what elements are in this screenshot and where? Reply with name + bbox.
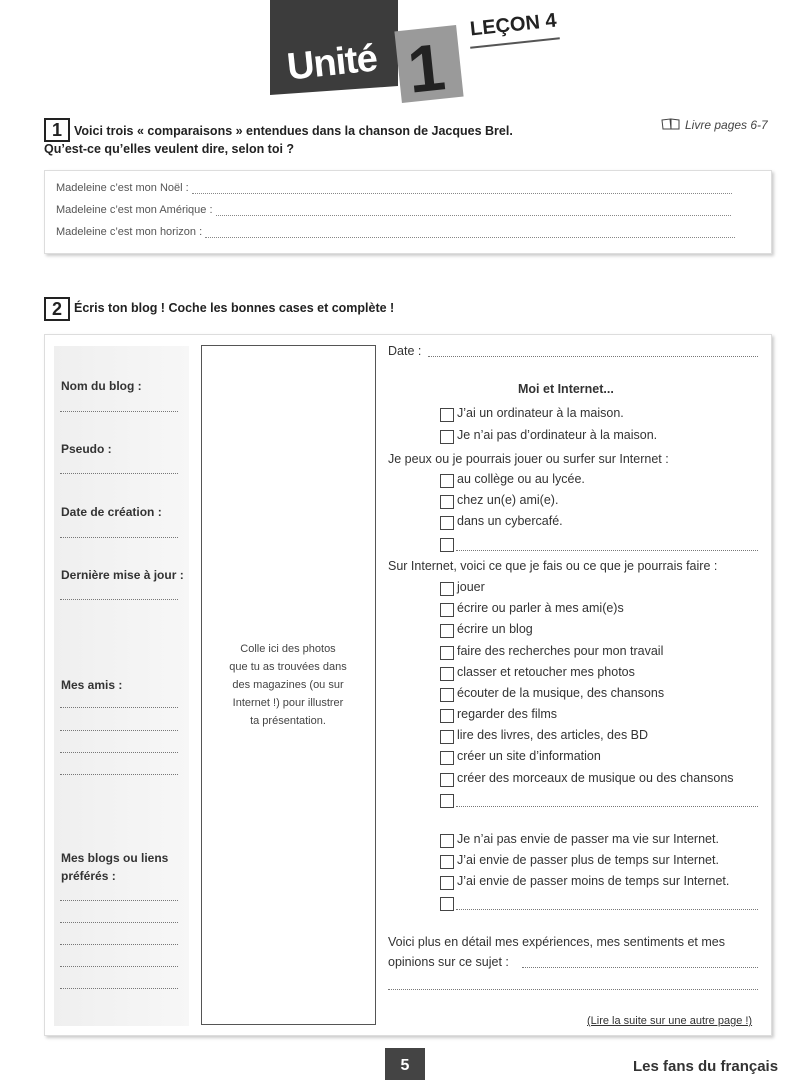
pseudo-label: Pseudo : <box>61 442 112 456</box>
unite-title: Unité <box>284 37 379 89</box>
checkbox-activite-1[interactable] <box>440 582 454 596</box>
lecon-title: LEÇON 4 <box>469 9 558 41</box>
detail-line2: opinions sur ce sujet : <box>388 955 509 969</box>
page-number: 5 <box>385 1048 425 1080</box>
checkbox-envie-3[interactable] <box>440 876 454 890</box>
moi-internet-heading: Moi et Internet... <box>518 382 614 396</box>
activite-label: faire des recherches pour mon travail <box>457 644 664 658</box>
blogs-field-3[interactable] <box>60 944 178 945</box>
ordi-oui-label: J’ai un ordinateur à la maison. <box>457 406 624 420</box>
photo-text-line: des magazines (ou sur <box>232 679 344 691</box>
checkbox-college[interactable] <box>440 474 454 488</box>
checkbox-activite-10[interactable] <box>440 773 454 787</box>
activite-label: jouer <box>457 580 485 594</box>
nom-blog-field[interactable] <box>60 411 178 412</box>
cybercafe-label: dans un cybercafé. <box>457 514 563 528</box>
photo-instructions <box>210 640 366 730</box>
activite-label: écouter de la musique, des chansons <box>457 686 665 700</box>
exercise-1-line-2-label: Madeleine c’est mon Amérique : <box>56 204 213 216</box>
activite-label: créer un site d’information <box>457 749 601 763</box>
mes-amis-field-1[interactable] <box>60 707 178 708</box>
checkbox-activite-5[interactable] <box>440 667 454 681</box>
activite-label: lire des livres, des articles, des BD <box>457 728 649 742</box>
photo-text-line: ta présentation. <box>250 715 326 727</box>
checkbox-activite-7[interactable] <box>440 709 454 723</box>
date-label: Date : <box>388 344 422 358</box>
nom-blog-label: Nom du blog : <box>61 379 142 393</box>
detail-field-1[interactable] <box>522 967 758 968</box>
checkbox-activite-4[interactable] <box>440 646 454 660</box>
date-creation-field[interactable] <box>60 537 178 538</box>
lieu-autre-field[interactable] <box>456 550 758 551</box>
unite-number: 1 <box>404 29 449 107</box>
checkbox-ami[interactable] <box>440 495 454 509</box>
checkbox-ordi-non[interactable] <box>440 430 454 444</box>
activite-autre-field[interactable] <box>456 806 758 807</box>
checkbox-ordi-oui[interactable] <box>440 408 454 422</box>
pseudo-field[interactable] <box>60 473 178 474</box>
envie-label: Je n’ai pas envie de passer ma vie sur Internet. <box>457 832 719 846</box>
suite-note: (Lire la suite sur une autre page !) <box>587 1015 753 1027</box>
activites-intro: Sur Internet, voici ce que je fais ou ce que je pourrais faire : <box>388 559 718 573</box>
exercise-1-line-3[interactable] <box>56 226 750 238</box>
exercise-2-number: 2 <box>44 297 70 321</box>
blogs-field-4[interactable] <box>60 966 178 967</box>
activite-label: écrire ou parler à mes ami(e)s <box>457 601 624 615</box>
blogs-label-line2: préférés : <box>61 869 116 883</box>
checkbox-envie-autre[interactable] <box>440 897 454 911</box>
exercise-1-line-1-label: Madeleine c’est mon Noël : <box>56 182 189 194</box>
exercise-1-title-line1: Voici trois « comparaisons » entendues dans la chanson de Jacques Brel. <box>74 124 513 138</box>
checkbox-cybercafe[interactable] <box>440 516 454 530</box>
exercise-1-number: 1 <box>44 118 70 142</box>
activite-label: classer et retoucher mes photos <box>457 665 635 679</box>
mes-amis-field-2[interactable] <box>60 730 178 731</box>
blogs-field-2[interactable] <box>60 922 178 923</box>
photo-text-line: Colle ici des photos <box>240 643 336 655</box>
checkbox-envie-1[interactable] <box>440 834 454 848</box>
activite-label: écrire un blog <box>457 622 533 636</box>
photo-text-line: Internet !) pour illustrer <box>232 697 344 709</box>
activite-label: créer des morceaux de musique ou des chansons <box>457 771 734 785</box>
exercise-1-line-3-label: Madeleine c’est mon horizon : <box>56 226 203 238</box>
checkbox-envie-2[interactable] <box>440 855 454 869</box>
checkbox-activite-9[interactable] <box>440 751 454 765</box>
exercise-1-line-2[interactable] <box>56 204 750 216</box>
blogs-field-1[interactable] <box>60 900 178 901</box>
book-reference: Livre pages 6-7 <box>685 118 768 132</box>
checkbox-activite-autre[interactable] <box>440 794 454 808</box>
checkbox-lieu-autre[interactable] <box>440 538 454 552</box>
envie-autre-field[interactable] <box>456 909 758 910</box>
footer-title: Les fans du français <box>633 1058 779 1075</box>
checkbox-activite-2[interactable] <box>440 603 454 617</box>
exercise-2-title: Écris ton blog ! Coche les bonnes cases et complète ! <box>74 301 395 315</box>
detail-line1: Voici plus en détail mes expériences, mes sentiments et mes <box>388 935 725 949</box>
jouer-intro: Je peux ou je pourrais jouer ou surfer sur Internet : <box>388 452 669 466</box>
photo-text-line: que tu as trouvées dans <box>229 661 347 673</box>
mes-amis-label: Mes amis : <box>61 678 123 692</box>
envie-label: J’ai envie de passer moins de temps sur Internet. <box>457 874 730 888</box>
blogs-label-line1: Mes blogs ou liens <box>61 851 169 865</box>
envie-label: J’ai envie de passer plus de temps sur Internet. <box>457 853 719 867</box>
derniere-maj-label: Dernière mise à jour : <box>61 568 184 582</box>
date-field[interactable] <box>428 356 758 357</box>
mes-amis-field-4[interactable] <box>60 774 178 775</box>
college-label: au collège ou au lycée. <box>457 472 585 486</box>
derniere-maj-field[interactable] <box>60 599 178 600</box>
ami-label: chez un(e) ami(e). <box>457 493 559 507</box>
exercise-1-line-1[interactable] <box>56 182 750 194</box>
detail-field-2[interactable] <box>388 989 758 990</box>
date-creation-label: Date de création : <box>61 505 162 519</box>
ordi-non-label: Je n’ai pas d’ordinateur à la maison. <box>457 428 658 442</box>
checkbox-activite-6[interactable] <box>440 688 454 702</box>
checkbox-activite-8[interactable] <box>440 730 454 744</box>
book-icon <box>661 118 681 130</box>
blogs-field-5[interactable] <box>60 988 178 989</box>
checkbox-activite-3[interactable] <box>440 624 454 638</box>
activite-label: regarder des films <box>457 707 558 721</box>
exercise-1-title-line2: Qu’est-ce qu’elles veulent dire, selon toi ? <box>44 142 295 156</box>
mes-amis-field-3[interactable] <box>60 752 178 753</box>
